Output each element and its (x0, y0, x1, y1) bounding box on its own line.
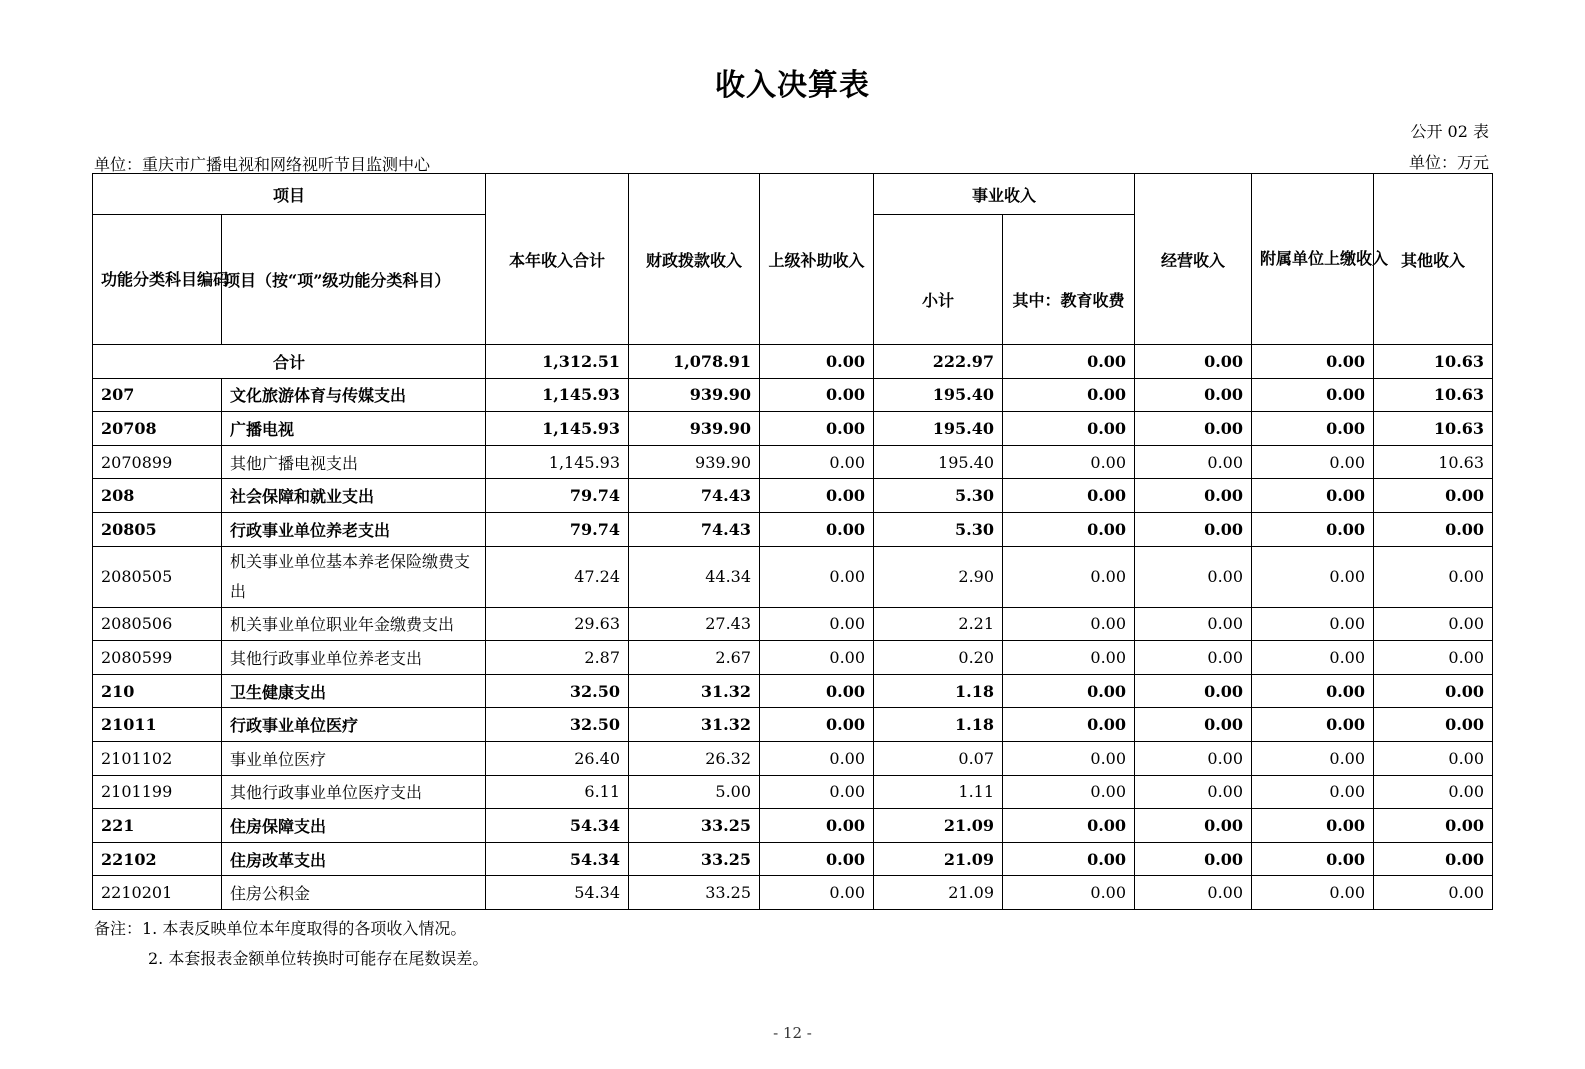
table-row (93, 378, 1493, 412)
cell-total: 54.34 (486, 876, 629, 910)
cell-other: 0.00 (1374, 641, 1493, 675)
cell-other: 0.00 (1374, 876, 1493, 910)
cell-superior: 0.00 (760, 775, 874, 809)
cell-education: 0.00 (1003, 345, 1135, 379)
cell-other: 0.00 (1374, 809, 1493, 843)
cell-code: 20708 (93, 412, 222, 446)
cell-operating: 0.00 (1135, 809, 1252, 843)
cell-affiliated: 0.00 (1252, 412, 1374, 446)
cell-operating: 0.00 (1135, 607, 1252, 641)
cell-code: 2101102 (93, 741, 222, 775)
cell-name: 其他广播电视支出 (222, 445, 486, 479)
reporting-unit: 单位：重庆市广播电视和网络视听节目监测中心 (94, 155, 431, 174)
header-education: 其中：教育收费 (1003, 215, 1135, 345)
cell-affiliated: 0.00 (1252, 876, 1374, 910)
cell-fiscal: 939.90 (629, 445, 760, 479)
cell-other: 0.00 (1374, 546, 1493, 607)
cell-fiscal: 31.32 (629, 674, 760, 708)
cell-education: 0.00 (1003, 876, 1135, 910)
cell-affiliated: 0.00 (1252, 345, 1374, 379)
cell-subtotal: 222.97 (874, 345, 1003, 379)
cell-other: 0.00 (1374, 842, 1493, 876)
cell-name: 行政事业单位养老支出 (222, 512, 486, 546)
note-line-2: 2. 本套报表金额单位转换时可能存在尾数误差。 (148, 949, 489, 968)
table-row (93, 641, 1493, 675)
income-table (92, 173, 1493, 910)
cell-superior: 0.00 (760, 741, 874, 775)
cell-total: 26.40 (486, 741, 629, 775)
cell-education: 0.00 (1003, 546, 1135, 607)
cell-subtotal: 195.40 (874, 412, 1003, 446)
cell-subtotal: 1.11 (874, 775, 1003, 809)
cell-name: 广播电视 (222, 412, 486, 446)
cell-subtotal: 2.21 (874, 607, 1003, 641)
cell-name: 事业单位医疗 (222, 741, 486, 775)
cell-code: 22102 (93, 842, 222, 876)
cell-total: 79.74 (486, 479, 629, 513)
cell-name: 住房保障支出 (222, 809, 486, 843)
table-row (93, 741, 1493, 775)
table-row (93, 479, 1493, 513)
cell-other: 0.00 (1374, 479, 1493, 513)
table-row (93, 876, 1493, 910)
cell-affiliated: 0.00 (1252, 674, 1374, 708)
cell-subtotal: 5.30 (874, 512, 1003, 546)
cell-name: 机关事业单位基本养老保险缴费支出 (222, 546, 486, 607)
cell-affiliated: 0.00 (1252, 378, 1374, 412)
cell-subtotal: 21.09 (874, 876, 1003, 910)
cell-education: 0.00 (1003, 479, 1135, 513)
header-fiscal: 财政拨款收入 (629, 174, 760, 345)
cell-total: 1,145.93 (486, 445, 629, 479)
cell-other: 10.63 (1374, 412, 1493, 446)
table-row (93, 546, 1493, 607)
total-row (93, 345, 1493, 379)
cell-operating: 0.00 (1135, 641, 1252, 675)
cell-fiscal: 33.25 (629, 876, 760, 910)
cell-education: 0.00 (1003, 512, 1135, 546)
cell-operating: 0.00 (1135, 708, 1252, 742)
header-business-income: 事业收入 (874, 174, 1135, 215)
currency-unit: 单位：万元 (1408, 153, 1489, 172)
cell-subtotal: 1.18 (874, 674, 1003, 708)
cell-affiliated: 0.00 (1252, 546, 1374, 607)
cell-total: 1,145.93 (486, 412, 629, 446)
cell-subtotal: 195.40 (874, 378, 1003, 412)
cell-code: 208 (93, 479, 222, 513)
cell-education: 0.00 (1003, 775, 1135, 809)
cell-name: 文化旅游体育与传媒支出 (222, 378, 486, 412)
cell-education: 0.00 (1003, 641, 1135, 675)
cell-fiscal: 33.25 (629, 842, 760, 876)
cell-education: 0.00 (1003, 842, 1135, 876)
cell-superior: 0.00 (760, 479, 874, 513)
cell-fiscal: 939.90 (629, 412, 760, 446)
cell-fiscal: 31.32 (629, 708, 760, 742)
cell-other: 0.00 (1374, 775, 1493, 809)
cell-code: 2210201 (93, 876, 222, 910)
table-row (93, 607, 1493, 641)
cell-affiliated: 0.00 (1252, 809, 1374, 843)
cell-education: 0.00 (1003, 809, 1135, 843)
cell-name: 住房公积金 (222, 876, 486, 910)
table-row (93, 708, 1493, 742)
cell-subtotal: 2.90 (874, 546, 1003, 607)
cell-name: 行政事业单位医疗 (222, 708, 486, 742)
table-row (93, 512, 1493, 546)
header-total: 本年收入合计 (486, 174, 629, 345)
cell-other: 0.00 (1374, 674, 1493, 708)
cell-fiscal: 27.43 (629, 607, 760, 641)
cell-operating: 0.00 (1135, 876, 1252, 910)
cell-operating: 0.00 (1135, 512, 1252, 546)
cell-other: 10.63 (1374, 445, 1493, 479)
page-number: - 12 - (773, 1024, 812, 1042)
cell-total: 79.74 (486, 512, 629, 546)
cell-code: 21011 (93, 708, 222, 742)
table-row (93, 842, 1493, 876)
cell-name: 住房改革支出 (222, 842, 486, 876)
header-operating: 经营收入 (1135, 174, 1252, 345)
cell-total: 54.34 (486, 842, 629, 876)
cell-superior: 0.00 (760, 345, 874, 379)
notes (94, 914, 488, 974)
table-row (93, 674, 1493, 708)
cell-affiliated: 0.00 (1252, 445, 1374, 479)
header-name: 项目（按“项”级功能分类科目） (222, 215, 486, 345)
cell-fiscal: 33.25 (629, 809, 760, 843)
cell-code: 207 (93, 378, 222, 412)
cell-education: 0.00 (1003, 412, 1135, 446)
cell-subtotal: 0.20 (874, 641, 1003, 675)
header-affiliated: 附属单位上缴收入 (1252, 174, 1374, 345)
cell-superior: 0.00 (760, 708, 874, 742)
cell-superior: 0.00 (760, 607, 874, 641)
cell-name: 其他行政事业单位养老支出 (222, 641, 486, 675)
cell-affiliated: 0.00 (1252, 842, 1374, 876)
cell-subtotal: 1.18 (874, 708, 1003, 742)
note-line-1: 备注：1. 本表反映单位本年度取得的各项收入情况。 (94, 919, 467, 938)
table-row (93, 775, 1493, 809)
form-number: 公开 02 表 (1410, 122, 1489, 141)
cell-subtotal: 21.09 (874, 809, 1003, 843)
cell-operating: 0.00 (1135, 842, 1252, 876)
header-superior: 上级补助收入 (760, 174, 874, 345)
cell-subtotal: 5.30 (874, 479, 1003, 513)
cell-other: 0.00 (1374, 741, 1493, 775)
cell-subtotal: 0.07 (874, 741, 1003, 775)
cell-operating: 0.00 (1135, 445, 1252, 479)
cell-total: 32.50 (486, 674, 629, 708)
cell-fiscal: 1,078.91 (629, 345, 760, 379)
cell-other: 0.00 (1374, 607, 1493, 641)
cell-total: 1,312.51 (486, 345, 629, 379)
cell-other: 10.63 (1374, 345, 1493, 379)
header-subtotal: 小计 (874, 215, 1003, 345)
cell-superior: 0.00 (760, 412, 874, 446)
cell-operating: 0.00 (1135, 378, 1252, 412)
cell-fiscal: 2.67 (629, 641, 760, 675)
cell-operating: 0.00 (1135, 479, 1252, 513)
cell-affiliated: 0.00 (1252, 479, 1374, 513)
cell-education: 0.00 (1003, 708, 1135, 742)
cell-total: 29.63 (486, 607, 629, 641)
cell-code: 20805 (93, 512, 222, 546)
cell-total: 1,145.93 (486, 378, 629, 412)
cell-total: 2.87 (486, 641, 629, 675)
cell-superior: 0.00 (760, 546, 874, 607)
page-title: 收入决算表 (715, 68, 870, 103)
cell-superior: 0.00 (760, 378, 874, 412)
table-row (93, 445, 1493, 479)
header-code: 功能分类科目编码 (93, 215, 222, 345)
cell-fiscal: 74.43 (629, 479, 760, 513)
cell-education: 0.00 (1003, 378, 1135, 412)
cell-total: 47.24 (486, 546, 629, 607)
cell-total: 54.34 (486, 809, 629, 843)
cell-fiscal: 44.34 (629, 546, 760, 607)
cell-superior: 0.00 (760, 512, 874, 546)
cell-superior: 0.00 (760, 674, 874, 708)
cell-affiliated: 0.00 (1252, 741, 1374, 775)
total-label: 合计 (93, 345, 486, 379)
cell-subtotal: 21.09 (874, 842, 1003, 876)
table-row (93, 412, 1493, 446)
cell-fiscal: 939.90 (629, 378, 760, 412)
table-row (93, 809, 1493, 843)
cell-code: 2080599 (93, 641, 222, 675)
cell-operating: 0.00 (1135, 674, 1252, 708)
cell-superior: 0.00 (760, 876, 874, 910)
cell-code: 2070899 (93, 445, 222, 479)
header-other: 其他收入 (1374, 174, 1493, 345)
cell-other: 0.00 (1374, 512, 1493, 546)
cell-affiliated: 0.00 (1252, 708, 1374, 742)
cell-fiscal: 74.43 (629, 512, 760, 546)
cell-code: 2101199 (93, 775, 222, 809)
cell-subtotal: 195.40 (874, 445, 1003, 479)
cell-superior: 0.00 (760, 641, 874, 675)
cell-affiliated: 0.00 (1252, 607, 1374, 641)
cell-name: 卫生健康支出 (222, 674, 486, 708)
cell-operating: 0.00 (1135, 775, 1252, 809)
cell-operating: 0.00 (1135, 546, 1252, 607)
cell-operating: 0.00 (1135, 412, 1252, 446)
cell-code: 2080505 (93, 546, 222, 607)
cell-affiliated: 0.00 (1252, 641, 1374, 675)
table-header (93, 174, 1493, 345)
header-project: 项目 (93, 174, 486, 215)
cell-other: 10.63 (1374, 378, 1493, 412)
cell-operating: 0.00 (1135, 345, 1252, 379)
cell-total: 32.50 (486, 708, 629, 742)
cell-name: 其他行政事业单位医疗支出 (222, 775, 486, 809)
cell-fiscal: 26.32 (629, 741, 760, 775)
cell-education: 0.00 (1003, 445, 1135, 479)
cell-superior: 0.00 (760, 445, 874, 479)
cell-superior: 0.00 (760, 809, 874, 843)
cell-operating: 0.00 (1135, 741, 1252, 775)
cell-education: 0.00 (1003, 674, 1135, 708)
cell-code: 210 (93, 674, 222, 708)
cell-affiliated: 0.00 (1252, 512, 1374, 546)
cell-total: 6.11 (486, 775, 629, 809)
cell-code: 2080506 (93, 607, 222, 641)
cell-other: 0.00 (1374, 708, 1493, 742)
cell-education: 0.00 (1003, 741, 1135, 775)
cell-fiscal: 5.00 (629, 775, 760, 809)
cell-superior: 0.00 (760, 842, 874, 876)
cell-affiliated: 0.00 (1252, 775, 1374, 809)
table-body (93, 345, 1493, 910)
cell-education: 0.00 (1003, 607, 1135, 641)
cell-code: 221 (93, 809, 222, 843)
cell-name: 机关事业单位职业年金缴费支出 (222, 607, 486, 641)
cell-name: 社会保障和就业支出 (222, 479, 486, 513)
